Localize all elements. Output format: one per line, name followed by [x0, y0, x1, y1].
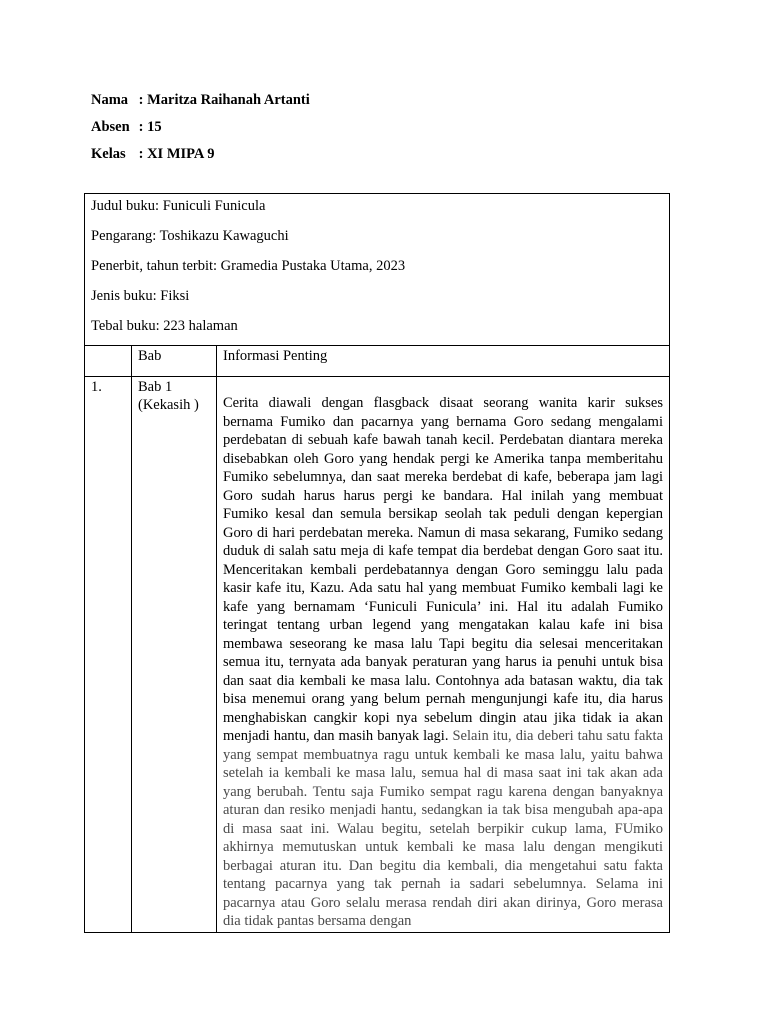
identity-row-absen	[91, 117, 310, 144]
name-value: : Maritza Raihanah Artanti	[138, 92, 310, 108]
book-author: Pengarang: Toshikazu Kawaguchi	[91, 228, 289, 244]
identity-row-kelas	[91, 144, 310, 171]
name-label: Nama	[91, 92, 129, 108]
kelas-value: : XI MIPA 9	[138, 146, 215, 162]
student-identity	[91, 90, 310, 171]
row-info-main: Cerita diawali dengan flasgback disaat seorang wanita karir sukses bernama Fumiko dan pacarnya yang bernama Goro sedang mengalami perdebatan di sebuah kafe bawah tanah kecil. Perdebatan diantara mereka disebabkan oleh Goro yang hendak pergi ke Amerika tanpa memberitahu Fumiko sebelumnya, dan saat mereka berdebat di kafe, beberapa jam lagi Goro sudah harus harus pergi ke bandara. Hal inilah yang membuat Fumiko kesal dan semula bersikap seolah tak peduli dengan kepergian Goro di hari perdebatan mereka. Namun di masa sekarang, Fumiko sedang duduk di salah satu meja di kafe tempat dia berdebat dengan Goro saat itu. Menceritakan kembali perdebatannya dengan Goro seminggu lalu pada kasir kafe itu, Kazu. Ada satu hal yang membuat Fumiko kembali lagi ke kafe yang bernamam ‘Funiculi Funicula’ ini. Hal itu adalah Fumiko teringat tentang urban legend yang mengatakan kalau kafe ini bisa membawa seseorang ke masa lalu Tapi begitu dia selesai menceritakan semua itu, ternyata ada banyak peraturan yang harus ia penuhi untuk bisa dan saat dia kembali ke masa lalu. Contohnya ada batasan waktu, dia tak bisa menemui orang yang belum pernah mengunjungi kafe itu, dia harus menghabiskan cangkir kopi nya sebelum dingin atau jika tidak ia akan menjadi hantu, dan masih banyak lagi.	[223, 395, 663, 744]
table-header-row	[85, 346, 670, 377]
header-info: Informasi Penting	[217, 346, 670, 377]
row-number: 1.	[85, 377, 132, 933]
identity-row-name	[91, 90, 310, 117]
header-no	[85, 346, 132, 377]
book-type: Jenis buku: Fiksi	[91, 288, 190, 304]
row-info-text	[223, 377, 663, 931]
row-chapter: Bab 1 (Kekasih )	[132, 377, 217, 933]
absen-label: Absen	[91, 119, 130, 135]
absen-value: : 15	[138, 119, 162, 135]
book-report-table	[84, 193, 670, 933]
book-publisher: Penerbit, tahun terbit: Gramedia Pustaka Utama, 2023	[91, 258, 406, 274]
book-metadata-cell	[85, 194, 670, 346]
table-row	[85, 377, 670, 933]
row-info-clip	[223, 377, 663, 932]
book-title: Judul buku: Funiculi Funicula	[91, 198, 266, 214]
row-info-muted: Selain itu, dia deberi tahu satu fakta yang sempat membuatnya ragu untuk kembali ke masa lalu, yaitu bahwa setelah ia kembali ke masa lalu, semua hal di masa saat ini tak akan ada yang berubah. Tentu saja Fumiko sempat ragu karena dengan banyaknya aturan dan resiko menjadi hantu, sedangkan ia tak bisa mengubah apa-apa di masa saat ini. Walau begitu, setelah berpikir cukup lama, FUmiko akhirnya memutuskan untuk kembali ke masa lalu dengan mengikuti berbagai aturan itu. Dan begitu dia kembali, dia mengetahui satu fakta tentang pacarnya yang tak pernah ia sadari sebelumnya. Selama ini pacarnya atau Goro selalu merasa rendah diri akan dirinya, Goro merasa dia tidak pantas bersama dengan	[223, 728, 663, 929]
row-info-cell	[217, 377, 670, 933]
kelas-label: Kelas	[91, 146, 126, 162]
book-pages: Tebal buku: 223 halaman	[91, 318, 238, 334]
header-bab: Bab	[132, 346, 217, 377]
